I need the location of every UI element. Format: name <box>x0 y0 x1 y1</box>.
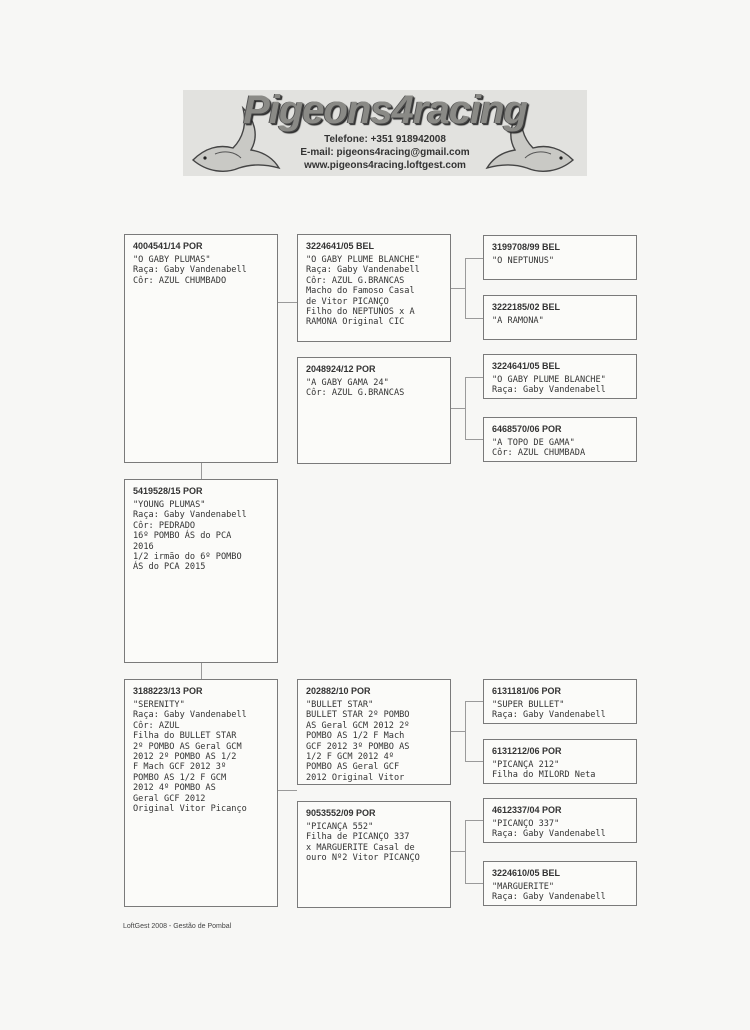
subject-pigeon-card <box>124 234 278 463</box>
ancestor-card <box>483 417 637 462</box>
pigeon-details: "O GABY PLUME BLANCHE" Raça: Gaby Vandenabell Côr: AZUL G.BRANCAS Macho do Famoso Casal de Vitor PICANÇO Filho do NEPTUNOS x A RAMONA Original CIC <box>306 255 420 328</box>
header-banner <box>183 90 587 176</box>
ancestor-card <box>483 679 637 724</box>
ring-number: 6131212/06 POR <box>492 746 562 756</box>
connector-line <box>450 408 465 409</box>
connector-line <box>201 462 202 479</box>
dam-sire-card <box>297 679 451 785</box>
ancestor-card <box>483 354 637 399</box>
ancestor-card <box>483 861 637 906</box>
ring-number: 9053552/09 POR <box>306 808 376 818</box>
pigeon-details: "PICANÇA 552" Filha de PICANÇO 337 x MARGUERITE Casal de ouro Nº2 Vitor PICANÇO <box>306 822 420 864</box>
connector-line <box>465 820 466 883</box>
connector-line <box>465 439 483 440</box>
phone-text: Telefone: +351 918942008 <box>324 134 446 145</box>
pigeon-details: "MARGUERITE" Raça: Gaby Vandenabell <box>492 882 606 903</box>
ancestor-card <box>483 798 637 843</box>
connector-line <box>465 883 483 884</box>
dam-dam-card <box>297 801 451 908</box>
pigeon-details: "O NEPTUNUS" <box>492 256 555 266</box>
connector-line <box>465 258 483 259</box>
ring-number: 4612337/04 POR <box>492 805 562 815</box>
pigeon-details: "SUPER BULLET" Raça: Gaby Vandenabell <box>492 700 606 721</box>
connector-line <box>277 302 297 303</box>
ancestor-card <box>483 739 637 784</box>
connector-line <box>465 701 466 761</box>
pigeon-details: "SERENITY" Raça: Gaby Vandenabell Côr: AZUL Filha do BULLET STAR 2º POMBO AS Geral GCM 2012 2º POMBO AS 1/2 F Mach GCF 2012 3º POMBO AS 1/2 F GCM 2012 4º POMBO AS Geral GCF 2012 Original Vitor Picanço <box>133 700 247 815</box>
website-text: www.pigeons4racing.loftgest.com <box>304 160 466 171</box>
connector-line <box>450 731 465 732</box>
pigeon-details: "O GABY PLUME BLANCHE" Raça: Gaby Vandenabell <box>492 375 606 396</box>
ring-number: 4004541/14 POR <box>133 241 203 251</box>
pigeon-details: "A TOPO DE GAMA" Côr: AZUL CHUMBADA <box>492 438 586 459</box>
sire-card <box>124 479 278 663</box>
sire-sire-card <box>297 234 451 342</box>
ring-number: 5419528/15 POR <box>133 486 203 496</box>
ring-number: 3224610/05 BEL <box>492 868 561 878</box>
connector-line <box>201 662 202 679</box>
footer-text: LoftGest 2008 - Gestão de Pombal <box>123 923 232 930</box>
connector-line <box>465 318 483 319</box>
connector-line <box>450 288 465 289</box>
pigeon-details: "PICANÇO 337" Raça: Gaby Vandenabell <box>492 819 606 840</box>
ring-number: 3199708/99 BEL <box>492 242 561 252</box>
pigeon-details: "PICANÇA 212" Filha do MILORD Neta <box>492 760 596 781</box>
pigeon-details: "YOUNG PLUMAS" Raça: Gaby Vandenabell Côr: PEDRADO 16º POMBO ÁS do PCA 2016 1/2 irmão do 6º POMBO ÁS do PCA 2015 <box>133 500 247 573</box>
sire-dam-card <box>297 357 451 464</box>
ring-number: 6131181/06 POR <box>492 686 562 696</box>
ring-number: 3224641/05 BEL <box>306 241 375 251</box>
email-text: E-mail: pigeons4racing@gmail.com <box>300 147 470 158</box>
ancestor-card <box>483 235 637 280</box>
connector-line <box>465 820 483 821</box>
pigeon-details: "A GABY GAMA 24" Côr: AZUL G.BRANCAS <box>306 378 405 399</box>
pigeon-details: "A RAMONA" <box>492 316 544 326</box>
connector-line <box>450 851 465 852</box>
ring-number: 202882/10 POR <box>306 686 371 696</box>
connector-line <box>465 377 466 439</box>
connector-line <box>465 761 483 762</box>
ring-number: 2048924/12 POR <box>306 364 376 374</box>
connector-line <box>277 790 297 791</box>
pigeon-details: "BULLET STAR" BULLET STAR 2º POMBO AS Geral GCM 2012 2º POMBO AS 1/2 F Mach GCF 2012 3º POMBO AS 1/2 F GCM 2012 4º POMBO AS Geral GCF 2012 Original Vitor <box>306 700 410 783</box>
ring-number: 6468570/06 POR <box>492 424 562 434</box>
ring-number: 3224641/05 BEL <box>492 361 561 371</box>
connector-line <box>465 701 483 702</box>
ancestor-card <box>483 295 637 340</box>
connector-line <box>465 258 466 318</box>
site-title: Pigeons4racing <box>243 90 527 132</box>
pigeon-details: "O GABY PLUMAS" Raça: Gaby Vandenabell Côr: AZUL CHUMBADO <box>133 255 247 286</box>
ring-number: 3222185/02 BEL <box>492 302 561 312</box>
connector-line <box>465 377 483 378</box>
ring-number: 3188223/13 POR <box>133 686 203 696</box>
dam-card <box>124 679 278 907</box>
